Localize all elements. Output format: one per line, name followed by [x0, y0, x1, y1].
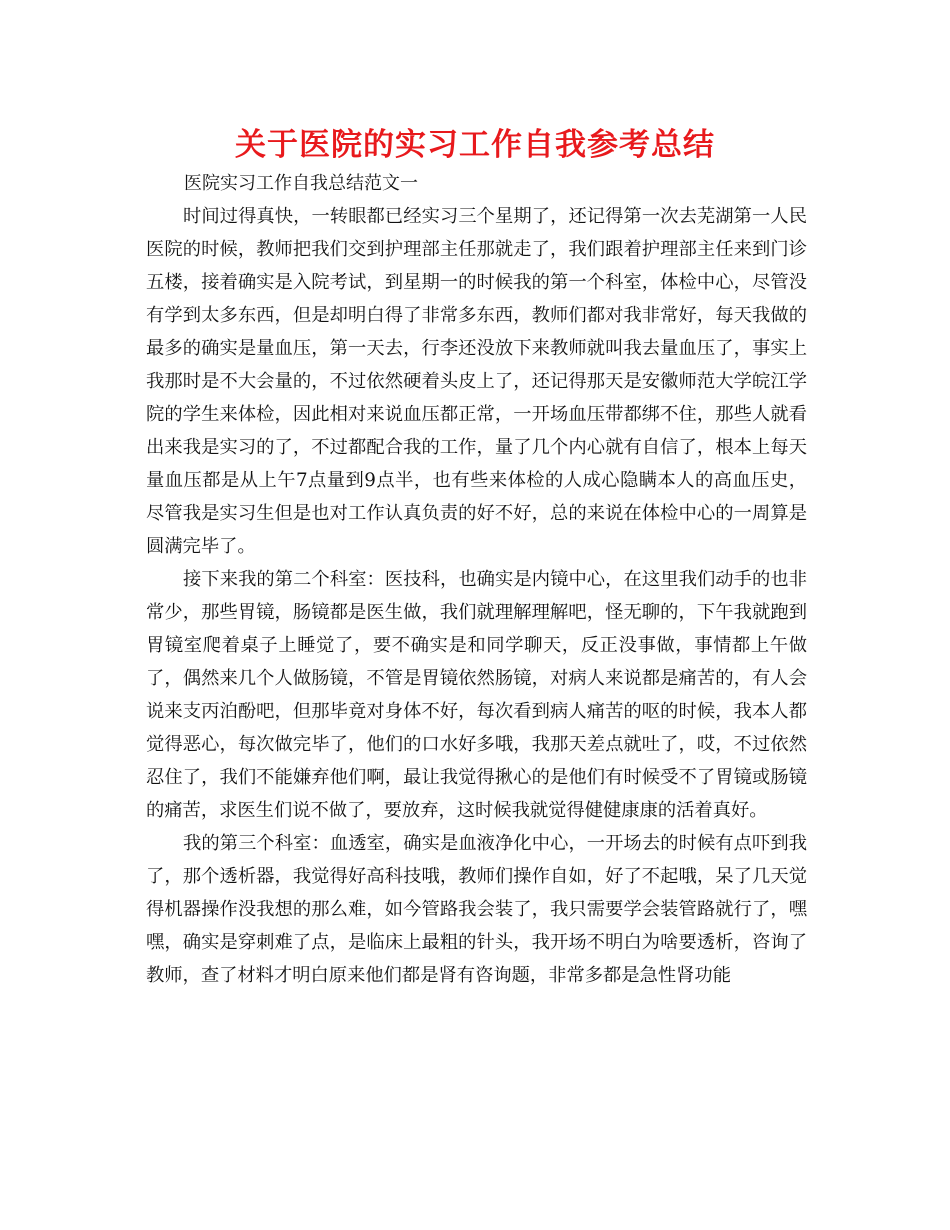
paragraph-2: 接下来我的第二个科室：医技科，也确实是内镜中心，在这里我们动手的也非常少，那些胃镜，肠镜都是医生做，我们就理解理解吧，怪无聊的，下午我就跑到胃镜室爬着桌子上睡觉了，要不确实是和同学聊天，反正没事做，事情都上午做了，偶然来几个人做肠镜，不管是胃镜依然肠镜，对病人来说都是痛苦的，有人会说来支丙泊酚吧，但那毕竟对身体不好，每次看到病人痛苦的呕的时候，我本人都觉得恶心，每次做完毕了，他们的口水好多哦，我那天差点就吐了，哎，不过依然忍住了，我们不能嫌弃他们啊，最让我觉得揪心的是他们有时候受不了胃镜或肠镜的痛苦，求医生们说不做了，要放弃，这时候我就觉得健健康康的活着真好。 — [146, 569, 807, 821]
document-subtitle: 医院实习工作自我总结范文一 — [184, 173, 418, 194]
document-title: 关于医院的实习工作自我参考总结 — [235, 127, 715, 163]
paragraph-3: 我的第三个科室：血透室，确实是血液净化中心，一开场去的时候有点吓到我了，那个透析器，我觉得好高科技哦，教师们操作自如，好了不起哦，呆了几天觉得机器操作没我想的那么难，如今管路我会装了，我只需要学会装管路就行了，嘿嘿，确实是穿刺难了点，是临床上最粗的针头，我开场不明白为啥要透析，咨询了教师，查了材料才明白原来他们都是肾有咨询题，非常多都是急性肾功能 — [146, 833, 807, 986]
paragraph-1: 时间过得真快，一转眼都已经实习三个星期了，还记得第一次去芜湖第一人民医院的时候，教师把我们交到护理部主任那就走了，我们跟着护理部主任来到门诊五楼，接着确实是入院考试，到星期一的时候我的第一个科室，体检中心，尽管没有学到太多东西，但是却明白得了非常多东西，教师们都对我非常好，每天我做的最多的确实是量血压，第一天去，行李还没放下来教师就叫我去量血压了，事实上我那时是不大会量的，不过依然硬着头皮上了，还记得那天是安徽师范大学皖江学院的学生来体检，因此相对来说血压都正常，一开场血压带都绑不住，那些人就看出来我是实习的了，不过都配合我的工作，量了几个内心就有自信了，根本上每天量血压都是从上午7点量到9点半，也有些来体检的人成心隐瞒本人的高血压史，尽管我是实习生但是也对工作认真负责的好不好，总的来说在体检中心的一周算是圆满完毕了。 — [146, 206, 807, 557]
